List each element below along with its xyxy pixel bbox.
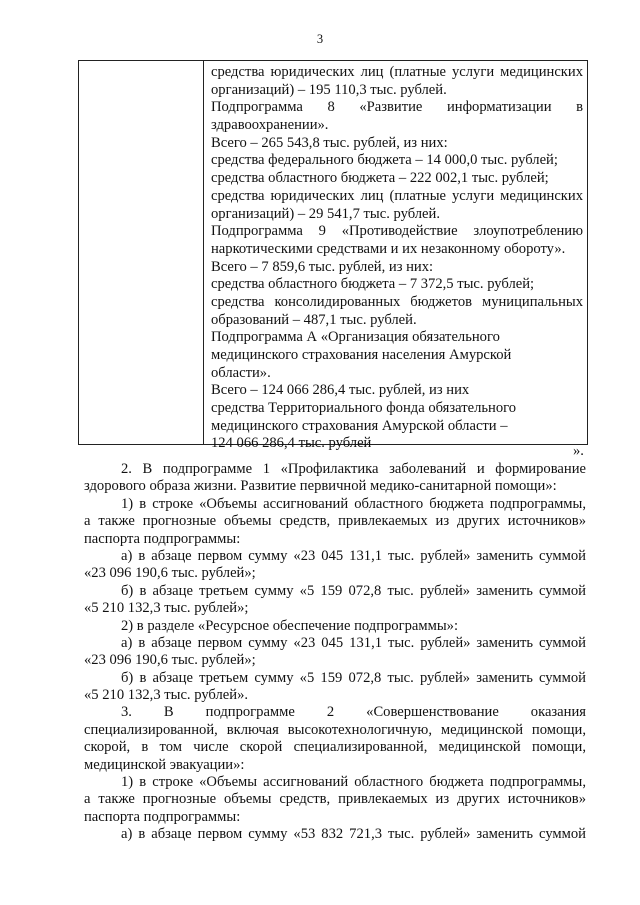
passport-table — [78, 60, 588, 452]
table-line: области». — [211, 364, 271, 381]
paragraph-line: а) в абзаце первом сумму «53 832 721,3 тыс. рублей» заменить суммой — [121, 826, 586, 843]
page-number: 3 — [316, 32, 324, 46]
paragraph-line: специализированной, включая высокотехнологичную, медицинской помощи, — [84, 721, 586, 738]
table-line: организаций) – 195 110,3 тыс. рублей. — [211, 81, 447, 98]
paragraph-line: паспорта подпрограммы: — [84, 808, 241, 825]
table-line: средства юридических лиц (платные услуги медицинских — [211, 64, 583, 80]
table-line: образований – 487,1 тыс. рублей. — [211, 311, 417, 328]
paragraph-line: а также прогнозные объемы средств, привлекаемых из других источников» — [84, 791, 586, 808]
paragraph-line: 2. В подпрограмме 1 «Профилактика заболеваний и формирование — [121, 461, 586, 477]
body-text — [84, 461, 586, 844]
table-line: средства юридических лиц (платные услуги медицинских — [211, 187, 583, 204]
table-line: Всего – 7 859,6 тыс. рублей, из них: — [211, 258, 434, 275]
table-line: медицинского страхования населения Амурской — [211, 347, 512, 363]
paragraph-line: паспорта подпрограммы: — [84, 530, 241, 547]
table-line: средства областного бюджета – 222 002,1 тыс. рублей; — [211, 170, 549, 187]
table-line: средства Территориального фонда обязательного — [211, 400, 517, 417]
paragraph-line: «23 096 190,6 тыс. рублей»; — [84, 652, 256, 669]
table-line: медицинского страхования Амурской области – — [211, 417, 508, 434]
table-line: Подпрограмма 8 «Развитие информатизации в — [211, 99, 583, 116]
paragraph-line: скорой, в том числе скорой специализированной, медицинской помощи, — [84, 739, 586, 756]
paragraph-line: здорового образа жизни. Развитие первичной медико-санитарной помощи»: — [84, 478, 557, 495]
paragraph-line: 1) в строке «Объемы ассигнований областного бюджета подпрограммы, — [121, 495, 586, 512]
paragraph-line: 1) в строке «Объемы ассигнований областного бюджета подпрограммы, — [121, 774, 586, 791]
paragraph-line: «5 210 132,3 тыс. рублей»; — [84, 600, 249, 617]
table-line: организаций) – 29 541,7 тыс. рублей. — [211, 205, 440, 222]
table-line: здравоохранении». — [211, 117, 329, 134]
table-line: Всего – 124 066 286,4 тыс. рублей, из них — [211, 382, 470, 399]
paragraph-line: 3. В подпрограмме 2 «Совершенствование оказания — [121, 704, 586, 721]
table-column-divider — [203, 61, 204, 444]
table-line: средства областного бюджета – 7 372,5 тыс. рублей; — [211, 276, 535, 293]
table-content-cell — [211, 64, 583, 453]
paragraph-line: а) в абзаце первом сумму «23 045 131,1 тыс. рублей» заменить суммой — [121, 547, 586, 564]
paragraph-line: а также прогнозные объемы средств, привлекаемых из других источников» — [84, 513, 586, 530]
table-line: средства консолидированных бюджетов муниципальных — [211, 293, 583, 310]
table-line: Всего – 265 543,8 тыс. рублей, из них: — [211, 134, 448, 151]
table-line: Подпрограмма 9 «Противодействие злоупотреблению — [211, 223, 583, 240]
paragraph-line: медицинской эвакуации»: — [84, 756, 245, 773]
paragraph-line: б) в абзаце третьем сумму «5 159 072,8 тыс. рублей» заменить суммой — [121, 582, 586, 599]
paragraph-line: «5 210 132,3 тыс. рублей». — [84, 687, 249, 704]
paragraph-line: 2) в разделе «Ресурсное обеспечение подпрограммы»: — [121, 617, 458, 634]
paragraph-line: а) в абзаце первом сумму «23 045 131,1 тыс. рублей» заменить суммой — [121, 634, 586, 651]
table-line: 124 066 286,4 тыс. рублей — [211, 435, 372, 452]
paragraph-line: б) в абзаце третьем сумму «5 159 072,8 тыс. рублей» заменить суммой — [121, 669, 586, 686]
table-line: наркотическими средствами и их незаконному обороту». — [211, 240, 566, 257]
closing-quote: ». — [573, 443, 584, 459]
table-line: Подпрограмма А «Организация обязательного — [211, 329, 500, 346]
paragraph-line: «23 096 190,6 тыс. рублей»; — [84, 565, 256, 582]
table-line: средства федерального бюджета – 14 000,0 тыс. рублей; — [211, 152, 558, 169]
